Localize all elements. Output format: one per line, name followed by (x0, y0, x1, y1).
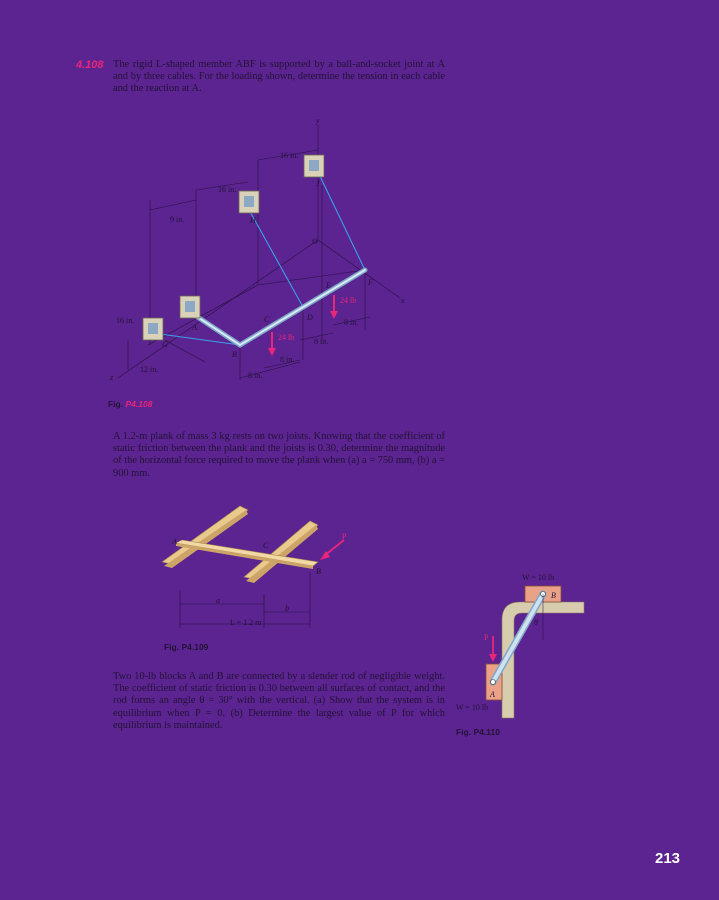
caption-number: P4.108 (125, 399, 153, 409)
dim-length-label: L = 1.2 m (230, 618, 262, 627)
axis-y-label: y (316, 116, 320, 125)
dim-8in-c: 8 in. (314, 337, 329, 346)
force-p-label: P (342, 532, 347, 541)
caption-p4-109: Fig. P4.109 (164, 642, 209, 652)
point-j-label: J (316, 179, 320, 188)
point-d-label: D (307, 313, 313, 322)
point-e-label: E (326, 281, 331, 290)
point-g-label: G (162, 340, 168, 349)
point-b-label: B (232, 350, 237, 359)
dim-8in-a: 8 in. (248, 371, 263, 380)
dim-16in-left: 16 in. (116, 316, 135, 325)
dim-b-label: b (285, 604, 289, 613)
page-number: 213 (655, 850, 681, 867)
problem-110-text: Two 10-lb blocks A and B are connected by a slender rod of negligible weight. The coefficient of static friction is 0.30 between all surfaces of contact, and the rod forms an angle θ = 30° with the vertical. (a) Show that the system is in equilibrium when P = 0. (b) Determine the largest value of P for which equilibrium is maintained. (113, 671, 445, 731)
plank-b-label: B (316, 567, 321, 576)
caption-p4-110: Fig. P4.110 (456, 727, 500, 737)
point-c-label: C (264, 315, 270, 324)
dim-16in-top: 16 in. (280, 151, 299, 160)
weight-a-label: W = 10 lb (456, 703, 489, 712)
block-b-label: B (551, 591, 556, 600)
point-a-label: A (192, 323, 197, 332)
dim-a-label: a (216, 596, 220, 605)
point-h-label: H (250, 216, 256, 225)
dim-12in: 12 in. (140, 365, 159, 374)
force-p-label-110: P (484, 633, 489, 642)
dim-8in-d: 8 in. (344, 318, 359, 327)
dim-9in: 9 in. (170, 215, 185, 224)
load-24lb-c: 24 lb (278, 333, 295, 342)
block-a-label: A (490, 690, 495, 699)
caption-prefix: Fig. (108, 399, 124, 409)
theta-label: θ (534, 618, 538, 627)
problem-109-text: A 1.2-m plank of mass 3 kg rests on two joists. Knowing that the coefficient of static friction between the plank and the joists is 0.30, determine the magnitude of the horizontal force required to move the plank when (a) a = 750 mm, (b) a = 900 mm. (113, 431, 445, 479)
point-f-label: F (368, 278, 373, 287)
plank-a-label: A (172, 537, 177, 546)
load-24lb-e: 24 lb (340, 296, 357, 305)
axis-z-label: z (110, 373, 114, 382)
axis-x-label: x (401, 296, 405, 305)
dim-16in-mid: 16 in. (218, 185, 237, 194)
problem-108-text: The rigid L-shaped member ABF is supported by a ball-and-socket joint at A and by three cables. For the loading shown, determine the tension in each cable and the reaction at A. (113, 59, 445, 95)
weight-b-label: W = 10 lb (522, 573, 555, 582)
problem-number-108: 4.108 (76, 59, 104, 71)
plank-c-label: C (263, 541, 269, 550)
point-o-label: O (312, 237, 318, 246)
dim-8in-b: 8 in. (280, 355, 295, 364)
